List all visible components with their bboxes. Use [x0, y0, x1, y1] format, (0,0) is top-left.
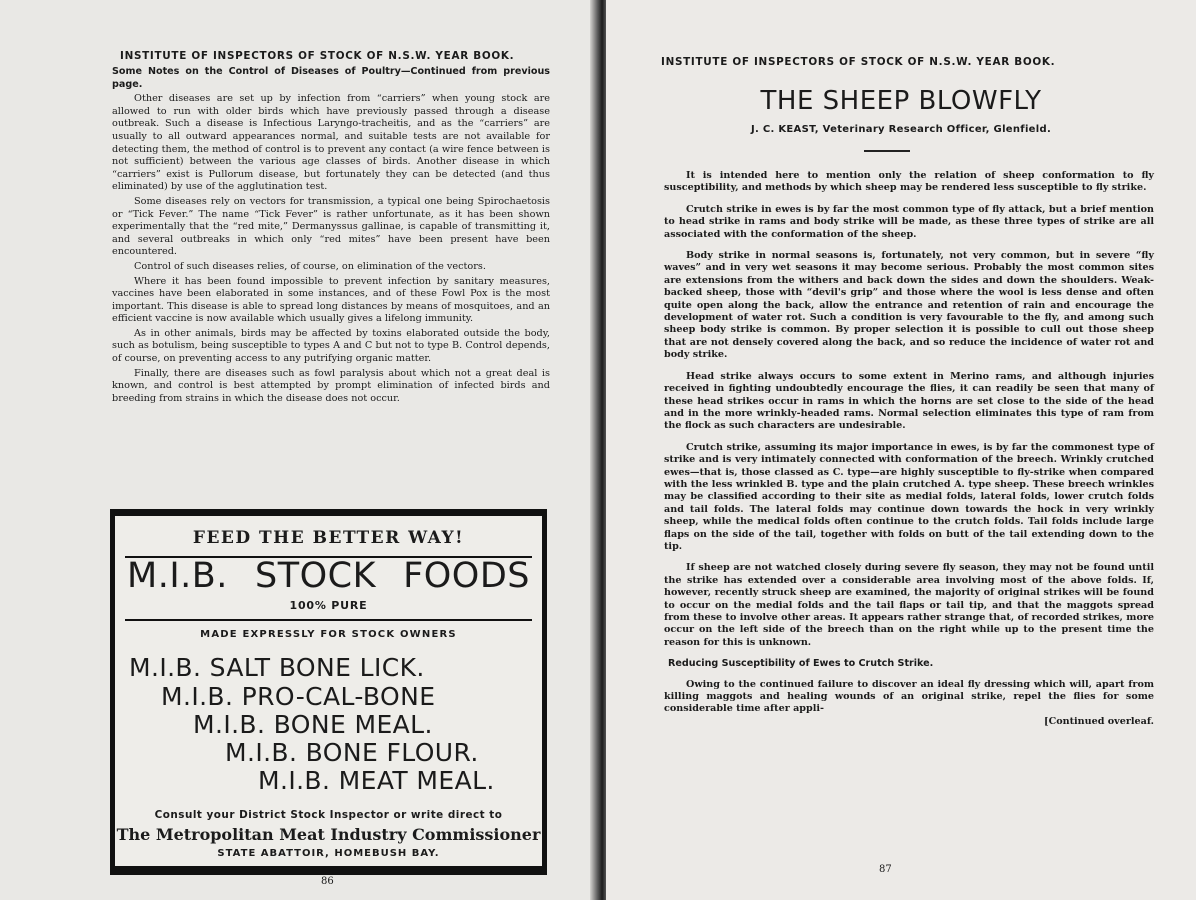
paragraph: As in other animals, birds may be affected by toxins elaborated outside the body, such as botulism, being susceptible to types A and C but not to type B. Control depends, of course, on preventing access to any putrifying organic matter. [112, 327, 550, 365]
paragraph: Head strike always occurs to some extent in Merino rams, and although injuries received in fighting undoubtedly encourage the flies, it can readily be seen that many of these head strikes occur in rams in which the horns are set close to the side of the head and in the more wrinkly-headed rams. Normal selection eliminates this type of ram from the flock as such characters are undesirable. [664, 370, 1154, 432]
paragraph: Crutch strike, assuming its major importance in ewes, is by far the commonest type of strike and is very intimately connected with conformation of the breech. Wrinkly crutched ewes—that is, those classed as C. type—are highly susceptible to fly-strike when compared with the less wrinkled B. type and the plain crutched A. type sheep. These breech wrinkles may be classified according to their site as medial folds, lateral folds, lower crutch folds and tail folds. The lateral folds may continue down towards the hock in very wrinkly sheep, while the medical folds often continue to the crutch folds. Tail folds include large flaps on the side of the tail, together with folds on butt of the tail extending down to the tip. [664, 441, 1154, 552]
stock-foods-advertisement [110, 509, 547, 875]
continued-heading: Some Notes on the Control of Diseases of Poultry—Continued from previous page. [112, 66, 550, 90]
ad-consult-line: Consult your District Stock Inspector or write direct to [154, 809, 503, 821]
paragraph: Crutch strike in ewes is by far the most common type of fly attack, but a brief mention to head strike in rams and body strike will be made, as these three types of strike are all associated with the conformation of the sheep. [664, 203, 1154, 240]
page-number: 86 [321, 876, 334, 887]
poultry-article-body [112, 66, 550, 407]
divider [864, 150, 910, 152]
paragraph: Other diseases are set up by infection from “carriers” when young stock are allowed to run with older birds which have previously passed through a disease outbreak. Such a disease is Infectious Laryngo-tracheitis, and as the “carriers” are usually to all outward appearances normal, and suitable tests are not available for detecting them, the method of control is to prevent any contact (a wire fence between is not sufficient) between the various age classes of birds. Another disease in which “carriers” exist is Pullorum disease, but fortunately they can be detected (and thus eliminated) by use of the agglutination test. [112, 93, 550, 193]
ad-product: M.I.B. BONE MEAL. [193, 710, 433, 739]
ad-product: M.I.B. PRO-CAL-BONE [161, 682, 436, 711]
ad-product: M.I.B. SALT BONE LICK. [129, 653, 425, 682]
ad-brand [127, 556, 530, 596]
ad-made-for: MADE EXPRESSLY FOR STOCK OWNERS [200, 629, 457, 640]
running-head: INSTITUTE OF INSPECTORS OF STOCK OF N.S.W. YEAR BOOK. [661, 56, 1056, 68]
left-page [0, 0, 596, 900]
ad-brand-word: FOODS [403, 556, 530, 596]
blowfly-article-body [664, 170, 1154, 737]
paragraph: Some diseases rely on vectors for transmission, a typical one being Spirochaetosis or “Tick Fever.” The name “Tick Fever” is rather unfortunate, as it has been shown experimentally that the “red mite,” Dermanyssus gallinae, is capable of transmitting it, and several outbreaks in which only “red mites” have been present have been encountered. [112, 195, 550, 258]
ad-address: STATE ABATTOIR, HOMEBUSH BAY. [217, 848, 440, 859]
article-title: THE SHEEP BLOWFLY [760, 86, 1042, 116]
paragraph: Finally, there are diseases such as fowl paralysis about which not a great deal is known, and control is best attempted by prompt elimination of infected birds and breeding from strains in which the disease does not occur. [112, 367, 550, 404]
paragraph: It is intended here to mention only the relation of sheep conformation to fly susceptibility, and methods by which sheep may be rendered less susceptible to fly strike. [664, 170, 1154, 194]
article-byline: J. C. KEAST, Veterinary Research Officer, Glenfield. [750, 124, 1052, 135]
paragraph: If sheep are not watched closely during severe fly season, they may not be found until the strike has extended over a considerable area involving most of the above folds. If, however, recently struck sheep are examined, the majority of original strikes will be found to occur on the medial folds and the tail flaps or tail tip, and that the maggots spread from these to involve other areas. It appears rather strange that, of recorded strikes, more occur on the left side of the breech than on the right while up to the present time the reason for this is unknown. [664, 562, 1154, 648]
page-number: 87 [879, 864, 892, 875]
right-page [606, 0, 1196, 900]
paragraph: Where it has been found impossible to prevent infection by sanitary measures, vaccines have been elaborated in some instances, and of these Fowl Pox is the most important. This disease is able to spread long distances by means of mosquitoes, and an efficient vaccine is now available which usually gives a lifelong immunity. [112, 275, 550, 325]
ad-product: M.I.B. MEAT MEAL. [258, 766, 495, 795]
ad-company: The Metropolitan Meat Industry Commissioner [116, 825, 541, 844]
ad-headline: FEED THE BETTER WAY! [192, 528, 465, 548]
paragraph: Owing to the continued failure to discover an ideal fly dressing which will, apart from killing maggots and healing wounds of an original strike, repel the flies for some considerable time after appli- [664, 678, 1154, 715]
paragraph: Control of such diseases relies, of course, on elimination of the vectors. [134, 260, 486, 272]
continued-note: [Continued overleaf. [1044, 715, 1154, 727]
section-subheading: Reducing Susceptibility of Ewes to Crutch Strike. [668, 658, 934, 670]
running-head: INSTITUTE OF INSPECTORS OF STOCK OF N.S.W. YEAR BOOK. [120, 50, 515, 62]
ad-purity: 100% PURE [289, 599, 368, 612]
paragraph: Body strike in normal seasons is, fortunately, not very common, but in severe “fly waves” and in very wet seasons it may become serious. Probably the most common sites are extensions from the withers and back down the sides and down the shoulders. Weak-backed sheep, those with “devil's grip” and those where the wool is less dense and often quite open along the back, allow the entrance and retention of rain and encourage the development of water rot. Such a condition is very favourable to the fly, and among such sheep body strike is common. By proper selection it is possible to cull out those sheep that are not densely covered along the back, and so reduce the incidence of water rot and body strike. [664, 250, 1154, 361]
divider [125, 619, 532, 621]
ad-brand-word: STOCK [254, 556, 377, 596]
ad-product: M.I.B. BONE FLOUR. [225, 738, 479, 767]
ad-brand-word: M.I.B. [127, 556, 228, 596]
